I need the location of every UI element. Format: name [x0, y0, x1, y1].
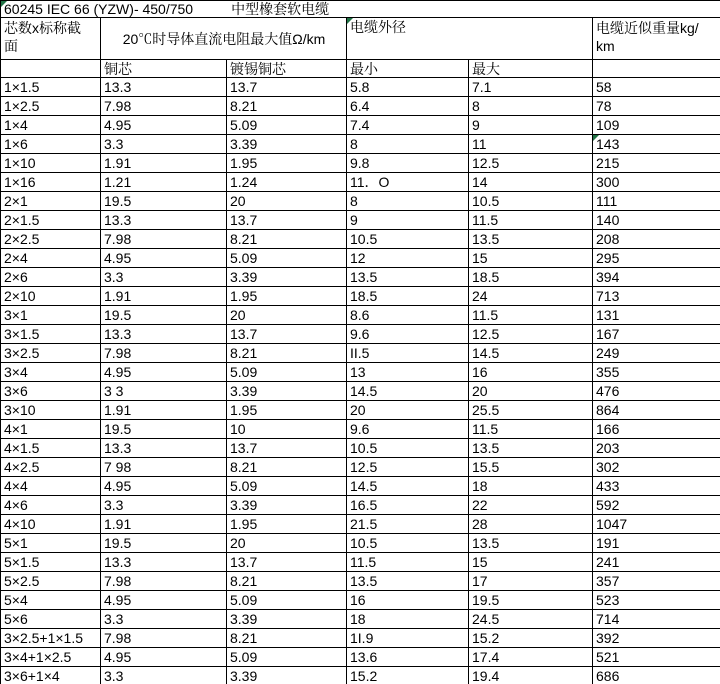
table-row [1, 629, 720, 648]
header-empty-weight [593, 60, 720, 78]
cell-weight: 140 [593, 211, 720, 230]
cell-weight: 302 [593, 458, 720, 477]
cell-copper: 19.5 [101, 306, 227, 325]
cell-tinned: 5.09 [227, 591, 347, 610]
cell-weight: 241 [593, 553, 720, 572]
cell-tinned: 1.95 [227, 401, 347, 420]
cell-weight: 394 [593, 268, 720, 287]
cell-weight: 521 [593, 648, 720, 667]
cell-tinned: 3.39 [227, 382, 347, 401]
cell-tinned: 5.09 [227, 363, 347, 382]
cell-tinned: 13.7 [227, 211, 347, 230]
cell-min: 13.5 [347, 572, 469, 591]
cell-max: 13.5 [469, 439, 593, 458]
cell-min: 1I.9 [347, 629, 469, 648]
cell-spec: 2×4 [1, 249, 101, 268]
cell-weight: 249 [593, 344, 720, 363]
cell-max: 15.5 [469, 458, 593, 477]
table-row [1, 553, 720, 572]
cell-min: 7.4 [347, 116, 469, 135]
cell-max: 11.5 [469, 211, 593, 230]
cell-copper: 3.3 [101, 667, 227, 684]
header-core-size [1, 18, 101, 60]
cell-weight: 476 [593, 382, 720, 401]
cell-spec: 3×1 [1, 306, 101, 325]
cell-copper: 3.3 [101, 135, 227, 154]
cell-max: 14 [469, 173, 593, 192]
header-diameter-max: 最大 [469, 60, 593, 78]
table-row [1, 306, 720, 325]
cell-tinned: 10 [227, 420, 347, 439]
table-row [1, 420, 720, 439]
cell-min: 20 [347, 401, 469, 420]
cell-max: 24 [469, 287, 593, 306]
cell-spec: 2×2.5 [1, 230, 101, 249]
cell-min: 11.5 [347, 553, 469, 572]
cell-tinned: 3.39 [227, 610, 347, 629]
cell-tinned: 1.95 [227, 287, 347, 306]
table-row [1, 287, 720, 306]
cell-copper: 3.3 [101, 268, 227, 287]
cell-min: 9 [347, 211, 469, 230]
cell-copper: 1.91 [101, 287, 227, 306]
cell-min: 14.5 [347, 382, 469, 401]
header-copper: 铜芯 [101, 60, 227, 78]
cell-weight: 864 [593, 401, 720, 420]
cell-max: 22 [469, 496, 593, 515]
cell-max: 11.5 [469, 306, 593, 325]
cell-spec: 5×2.5 [1, 572, 101, 591]
table-row [1, 515, 720, 534]
cell-copper: 4.95 [101, 591, 227, 610]
cell-max: 10.5 [469, 192, 593, 211]
table-row [1, 667, 720, 684]
header-diameter-min: 最小 [347, 60, 469, 78]
cell-min: 13.5 [347, 268, 469, 287]
table-row [1, 477, 720, 496]
cell-spec: 5×6 [1, 610, 101, 629]
cell-min: 9.8 [347, 154, 469, 173]
header-row-main [1, 18, 720, 60]
table-row [1, 534, 720, 553]
cell-copper: 7.98 [101, 629, 227, 648]
cell-max: 15 [469, 249, 593, 268]
cell-tinned: 8.21 [227, 458, 347, 477]
cell-weight: 592 [593, 496, 720, 515]
cell-copper: 4.95 [101, 249, 227, 268]
cell-tinned: 3.39 [227, 268, 347, 287]
cell-tinned: 13.7 [227, 325, 347, 344]
cell-max: 11.5 [469, 420, 593, 439]
cell-copper: 1.91 [101, 515, 227, 534]
cell-min: 18 [347, 610, 469, 629]
cell-min: 21.5 [347, 515, 469, 534]
cell-copper: 7.98 [101, 344, 227, 363]
cell-spec: 2×10 [1, 287, 101, 306]
cell-spec: 3×6+1×4 [1, 667, 101, 684]
cell-spec: 1×2.5 [1, 97, 101, 116]
cell-weight: 111 [593, 192, 720, 211]
cell-min: 13.6 [347, 648, 469, 667]
cell-weight: 714 [593, 610, 720, 629]
cell-spec: 2×6 [1, 268, 101, 287]
cell-weight: 295 [593, 249, 720, 268]
cell-weight: 203 [593, 439, 720, 458]
cell-copper: 13.3 [101, 325, 227, 344]
cell-tinned: 5.09 [227, 648, 347, 667]
table-row [1, 610, 720, 629]
table-row [1, 572, 720, 591]
cell-min: 16.5 [347, 496, 469, 515]
cell-spec: 3×10 [1, 401, 101, 420]
cell-min: 12 [347, 249, 469, 268]
cell-min: 10.5 [347, 534, 469, 553]
cell-spec: 1×1.5 [1, 78, 101, 97]
cell-copper: 4.95 [101, 648, 227, 667]
cell-min: 16 [347, 591, 469, 610]
cell-copper: 7 98 [101, 458, 227, 477]
table-row [1, 268, 720, 287]
cell-weight: 1047 [593, 515, 720, 534]
header-empty-core [1, 60, 101, 78]
cell-tinned: 1.24 [227, 173, 347, 192]
header-dc-resistance-label: 20℃时导体直流电阻最大值Ω/km [122, 31, 326, 47]
cell-spec: 1×16 [1, 173, 101, 192]
cell-weight: 713 [593, 287, 720, 306]
cell-spec: 4×1.5 [1, 439, 101, 458]
cell-min: 8.6 [347, 306, 469, 325]
title-standard: 60245 IEC 66 (YZW)- 450/750 [4, 1, 194, 17]
cell-tinned: 1.95 [227, 515, 347, 534]
cell-max: 18.5 [469, 268, 593, 287]
cell-max: 11 [469, 135, 593, 154]
table-body [1, 78, 720, 684]
cell-tinned: 5.09 [227, 116, 347, 135]
table-row [1, 458, 720, 477]
cell-weight: 686 [593, 667, 720, 684]
cell-weight: 58 [593, 78, 720, 97]
cell-spec: 2×1.5 [1, 211, 101, 230]
cell-tinned: 1.95 [227, 154, 347, 173]
cell-weight: 143 [593, 135, 720, 154]
cell-weight: 300 [593, 173, 720, 192]
cell-max: 19.5 [469, 591, 593, 610]
table-row [1, 154, 720, 173]
cell-spec: 5×1 [1, 534, 101, 553]
cell-max: 12.5 [469, 154, 593, 173]
cell-max: 8 [469, 97, 593, 116]
cell-min: 13 [347, 363, 469, 382]
table-row [1, 325, 720, 344]
cell-copper: 4.95 [101, 363, 227, 382]
cell-min: 8 [347, 192, 469, 211]
cell-min: 14.5 [347, 477, 469, 496]
cell-spec: 4×6 [1, 496, 101, 515]
cell-min: 10.5 [347, 439, 469, 458]
cell-copper: 4.95 [101, 116, 227, 135]
cell-weight: 167 [593, 325, 720, 344]
cell-tinned: 13.7 [227, 78, 347, 97]
cell-tinned: 13.7 [227, 553, 347, 572]
cell-min: 9.6 [347, 325, 469, 344]
cell-copper: 13.3 [101, 78, 227, 97]
cell-weight: 355 [593, 363, 720, 382]
cell-spec: 4×10 [1, 515, 101, 534]
cell-weight: 392 [593, 629, 720, 648]
cell-tinned: 8.21 [227, 344, 347, 363]
table-row [1, 363, 720, 382]
cell-tinned: 13.7 [227, 439, 347, 458]
cell-max: 9 [469, 116, 593, 135]
cell-max: 16 [469, 363, 593, 382]
cell-min: II.5 [347, 344, 469, 363]
table-row [1, 78, 720, 97]
cell-copper: 7.98 [101, 97, 227, 116]
table-row [1, 648, 720, 667]
header-outer-diameter [347, 18, 593, 60]
cell-tinned: 5.09 [227, 249, 347, 268]
cell-spec: 3×6 [1, 382, 101, 401]
cell-spec: 4×4 [1, 477, 101, 496]
cell-weight: 131 [593, 306, 720, 325]
cell-tinned: 5.09 [227, 477, 347, 496]
cell-weight: 166 [593, 420, 720, 439]
cell-spec: 5×1.5 [1, 553, 101, 572]
cell-spec: 1×4 [1, 116, 101, 135]
cell-spec: 3×4+1×2.5 [1, 648, 101, 667]
table-row [1, 249, 720, 268]
cell-copper: 19.5 [101, 534, 227, 553]
cell-min: 6.4 [347, 97, 469, 116]
cell-min: 15.2 [347, 667, 469, 684]
cell-spec: 4×2.5 [1, 458, 101, 477]
table-row [1, 211, 720, 230]
cell-weight: 357 [593, 572, 720, 591]
cell-min: 10.5 [347, 230, 469, 249]
cell-copper: 13.3 [101, 553, 227, 572]
cell-copper: 4.95 [101, 477, 227, 496]
table-row [1, 496, 720, 515]
cell-spec: 4×1 [1, 420, 101, 439]
header-tinned-copper: 镀锡铜芯 [227, 60, 347, 78]
cell-copper: 3.3 [101, 496, 227, 515]
cell-copper: 1.21 [101, 173, 227, 192]
table-row [1, 173, 720, 192]
table-row [1, 401, 720, 420]
cell-spec: 3×1.5 [1, 325, 101, 344]
cell-min: 9.6 [347, 420, 469, 439]
cell-spec: 2×1 [1, 192, 101, 211]
cell-max: 13.5 [469, 230, 593, 249]
cell-tinned: 20 [227, 306, 347, 325]
cell-tinned: 3.39 [227, 496, 347, 515]
cell-max: 19.4 [469, 667, 593, 684]
header-outer-diameter-label: 电缆外径 [350, 19, 406, 35]
cell-max: 12.5 [469, 325, 593, 344]
cell-spec: 3×4 [1, 363, 101, 382]
cell-max: 15 [469, 553, 593, 572]
cell-max: 17 [469, 572, 593, 591]
cell-tinned: 20 [227, 534, 347, 553]
cell-max: 7.1 [469, 78, 593, 97]
table-row [1, 97, 720, 116]
cell-weight: 208 [593, 230, 720, 249]
cell-weight: 433 [593, 477, 720, 496]
header-dc-resistance [101, 18, 347, 60]
table-row [1, 230, 720, 249]
table-row [1, 382, 720, 401]
table-row [1, 439, 720, 458]
table-row [1, 192, 720, 211]
cell-copper: 7.98 [101, 230, 227, 249]
cell-spec: 3×2.5 [1, 344, 101, 363]
cell-max: 20 [469, 382, 593, 401]
cell-copper: 19.5 [101, 420, 227, 439]
cell-copper: 1.91 [101, 401, 227, 420]
cell-max: 15.2 [469, 629, 593, 648]
cell-weight: 191 [593, 534, 720, 553]
cell-min: 18.5 [347, 287, 469, 306]
table-row [1, 135, 720, 154]
cell-tinned: 8.21 [227, 230, 347, 249]
cell-spec: 5×4 [1, 591, 101, 610]
cell-min: 11．O [347, 173, 469, 192]
cell-spec: 1×10 [1, 154, 101, 173]
header-approx-weight [593, 18, 720, 60]
title-product: 中型橡套软电缆 [231, 1, 330, 17]
cell-copper: 13.3 [101, 211, 227, 230]
title-row [1, 1, 720, 18]
header-row-sub [1, 60, 720, 78]
cell-min: 8 [347, 135, 469, 154]
cell-copper: 3 3 [101, 382, 227, 401]
cell-tinned: 3.39 [227, 667, 347, 684]
table-row [1, 116, 720, 135]
cell-copper: 1.91 [101, 154, 227, 173]
cell-weight: 523 [593, 591, 720, 610]
cell-max: 17.4 [469, 648, 593, 667]
cell-max: 28 [469, 515, 593, 534]
header-approx-weight-label: 电缆近似重量kg/km [596, 20, 699, 54]
cell-max: 24.5 [469, 610, 593, 629]
cell-weight: 215 [593, 154, 720, 173]
cell-max: 14.5 [469, 344, 593, 363]
cell-spec: 3×2.5+1×1.5 [1, 629, 101, 648]
cell-tinned: 8.21 [227, 97, 347, 116]
header-core-size-label: 芯数x标称截面 [4, 20, 81, 54]
cell-min: 5.8 [347, 78, 469, 97]
cell-copper: 7.98 [101, 572, 227, 591]
cell-weight: 78 [593, 97, 720, 116]
cell-min: 12.5 [347, 458, 469, 477]
cell-max: 18 [469, 477, 593, 496]
cell-spec: 1×6 [1, 135, 101, 154]
cell-copper: 19.5 [101, 192, 227, 211]
cell-weight: 109 [593, 116, 720, 135]
cell-tinned: 8.21 [227, 572, 347, 591]
table-row [1, 344, 720, 363]
cell-copper: 3.3 [101, 610, 227, 629]
cell-max: 13.5 [469, 534, 593, 553]
title-cell [1, 1, 720, 18]
cell-copper: 13.3 [101, 439, 227, 458]
cell-tinned: 20 [227, 192, 347, 211]
table-row [1, 591, 720, 610]
cell-tinned: 3.39 [227, 135, 347, 154]
cell-max: 25.5 [469, 401, 593, 420]
cell-tinned: 8.21 [227, 629, 347, 648]
